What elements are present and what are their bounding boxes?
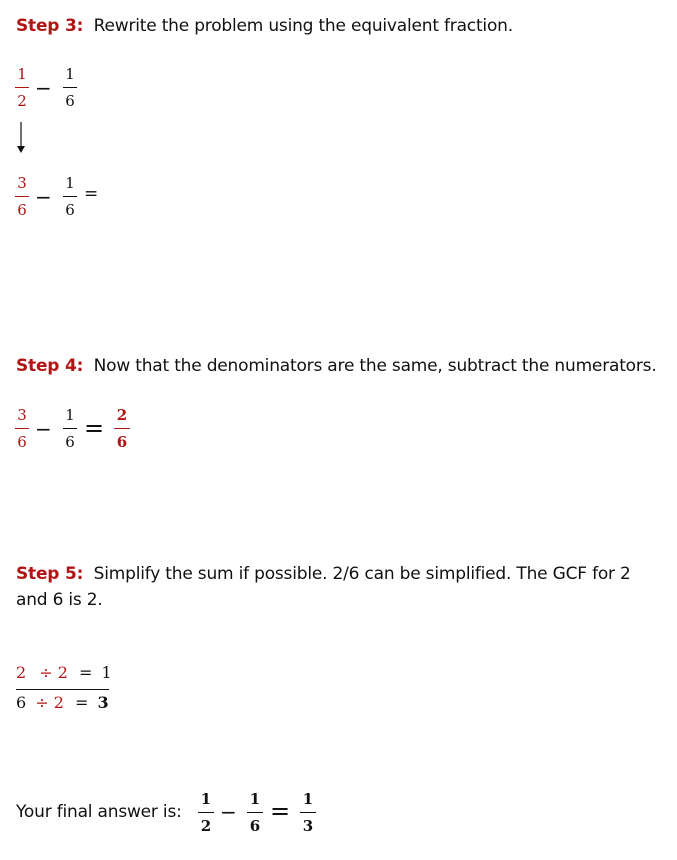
numerator: 1 [65,65,75,83]
numerator: 3 [17,406,27,424]
numerator: 1 [200,790,212,808]
fraction-bar [63,428,77,429]
fraction-one-half [15,65,29,110]
denominator: 2 [200,817,212,835]
numerator: 2 [116,406,128,424]
step5-paragraph [16,561,666,613]
divide-by-gcf: ÷ 2 [39,663,68,682]
equals-sign: = [75,693,89,712]
denominator: 6 [17,201,27,219]
step3-text: Rewrite the problem using the equivalent fraction. [93,16,513,36]
division-fraction-bar [16,689,109,690]
fraction-three-sixths [15,174,29,219]
fraction-one-sixth [247,790,263,835]
denominator: 6 [65,201,75,219]
fraction-bar [15,87,29,88]
minus-sign: − [220,800,237,824]
denominator: 2 [17,92,27,110]
numerator-result: 1 [101,663,112,682]
denominator-result: 3 [97,693,109,712]
equals-sign: = [84,414,105,442]
fraction-one-sixth [63,65,77,110]
step5-text: Simplify the sum if possible. 2/6 can be simplified. The GCF for 2 and 6 is 2. [16,564,631,610]
divide-by-gcf: ÷ 2 [35,693,64,712]
numerator: 3 [17,174,27,192]
step4-label: Step 4: [16,356,84,376]
minus-sign: − [35,76,52,100]
numerator-value: 2 [16,663,27,682]
step3-heading [16,16,513,36]
step5-label: Step 5: [16,564,84,584]
fraction-bar [63,87,77,88]
step4-heading [16,356,657,376]
fraction-bar [198,812,214,813]
step3-label: Step 3: [16,16,84,36]
denominator: 6 [116,433,128,451]
equals-sign: = [84,184,99,204]
fraction-bar [63,196,77,197]
final-answer-label: Your final answer is: [16,802,182,822]
numerator: 1 [17,65,27,83]
down-arrow-icon [15,120,27,156]
minus-sign: − [35,185,52,209]
denominator: 6 [249,817,261,835]
fraction-one-third [300,790,316,835]
equals-sign: = [270,797,291,825]
fraction-three-sixths [15,406,29,451]
fraction-one-half [198,790,214,835]
denominator: 6 [65,433,75,451]
fraction-one-sixth [63,406,77,451]
division-numerator-row [16,663,112,682]
equals-sign: = [79,663,93,682]
fraction-bar [247,812,263,813]
numerator: 1 [65,174,75,192]
division-denominator-row [16,693,109,712]
fraction-one-sixth [63,174,77,219]
denominator-value: 6 [16,693,27,712]
denominator: 6 [17,433,27,451]
numerator: 1 [302,790,314,808]
fraction-bar [15,428,29,429]
denominator: 3 [302,817,314,835]
denominator: 6 [65,92,75,110]
numerator: 1 [65,406,75,424]
numerator: 1 [249,790,261,808]
fraction-bar [114,428,130,429]
fraction-bar [300,812,316,813]
step4-text: Now that the denominators are the same, subtract the numerators. [93,356,657,376]
fraction-two-sixths [114,406,130,451]
fraction-bar [15,196,29,197]
minus-sign: − [35,417,52,441]
